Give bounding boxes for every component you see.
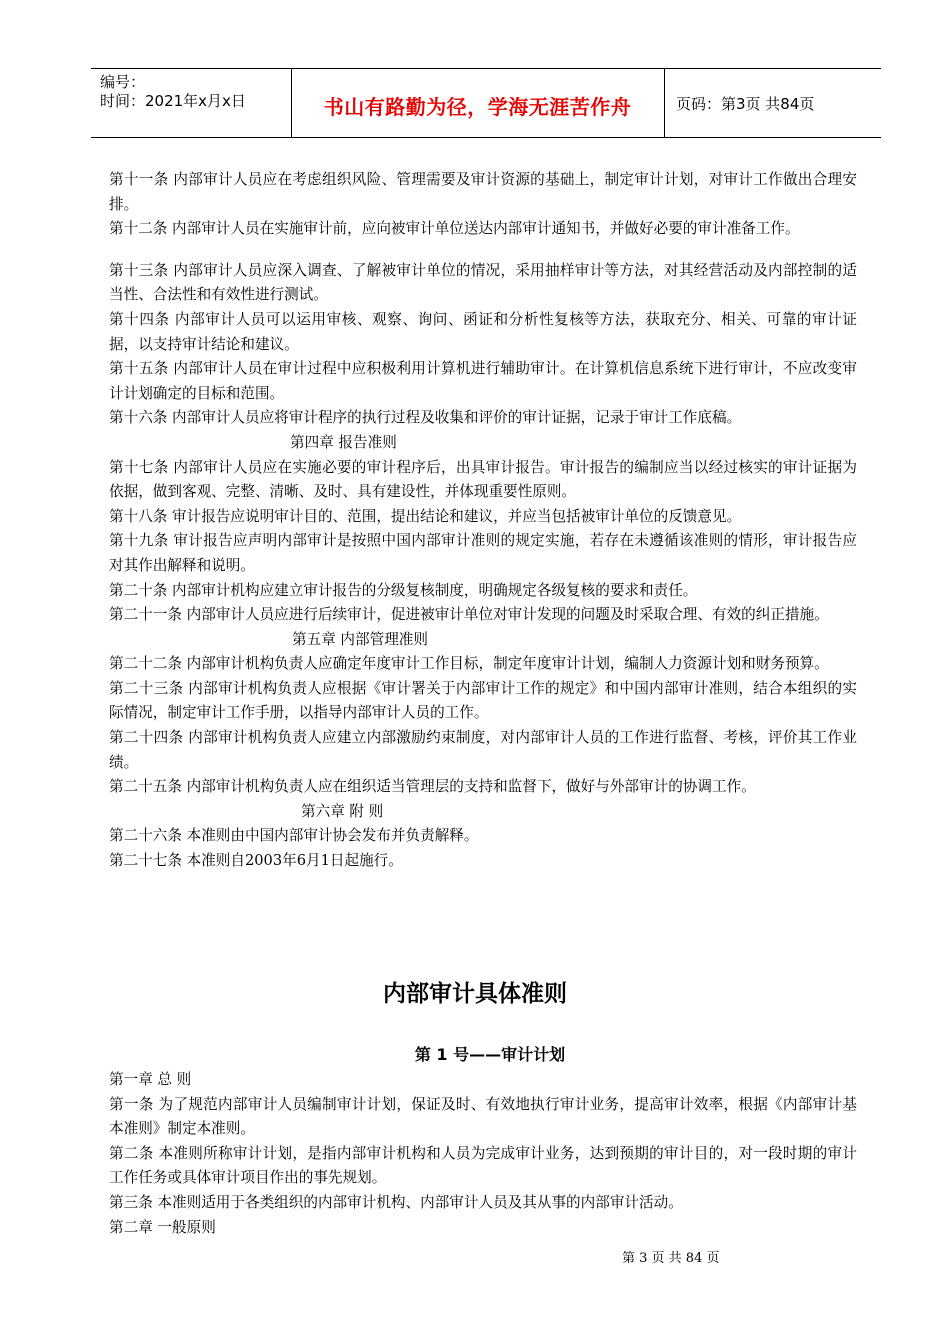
chapter-heading: 第四章 报告准则	[290, 433, 397, 451]
page-header	[91, 68, 881, 138]
document-number-label: 编号：	[100, 73, 146, 91]
article-paragraph: 第十五条 内部审计人员在审计过程中应积极利用计算机进行辅助审计。在计算机信息系统下进行审计，不应改变审计计划确定的目标和范围。	[109, 360, 857, 402]
article-paragraph: 第十七条 内部审计人员应在实施必要的审计程序后，出具审计报告。审计报告的编制应当以经过核实的审计证据为依据，做到客观、完整、清晰、及时、具有建设性，并体现重要性原则。	[109, 458, 857, 501]
header-meta	[91, 69, 291, 137]
page-footer: 第 3 页 共 84 页	[622, 1251, 720, 1266]
article-paragraph: 第二十四条 内部审计机构负责人应建立内部激励约束制度，对内部审计人员的工作进行监督、考核，评价其工作业绩。	[109, 729, 857, 771]
article-paragraph: 第二十二条 内部审计机构负责人应确定年度审计工作目标，制定年度审计计划，编制人力资源计划和财务预算。	[109, 655, 829, 673]
section-title: 内部审计具体准则	[383, 981, 567, 1007]
article-paragraph: 第十九条 审计报告应声明内部审计是按照中国内部审计准则的规定实施，若存在未遵循该准则的情形，审计报告应对其作出解释和说明。	[109, 532, 857, 574]
article-paragraph: 第十六条 内部审计人员应将审计程序的执行过程及收集和评价的审计证据，记录于审计工作底稿。	[109, 409, 742, 427]
chapter-heading: 第六章 附 则	[301, 802, 384, 820]
section-subtitle: 第 1 号——审计计划	[414, 1045, 566, 1064]
article-paragraph: 第三条 本准则适用于各类组织的内部审计机构、内部审计人员及其从事的内部审计活动。	[109, 1193, 683, 1211]
article-paragraph: 第二十条 内部审计机构应建立审计报告的分级复核制度，明确规定各级复核的要求和责任。	[109, 581, 698, 599]
article-paragraph: 第二十七条 本准则自2003年6月1日起施行。	[109, 852, 403, 870]
article-paragraph: 第二十六条 本准则由中国内部审计协会发布并负责解释。	[109, 827, 479, 845]
document-body-continued	[109, 1068, 857, 1240]
article-paragraph: 第二十三条 内部审计机构负责人应根据《审计署关于内部审计工作的规定》和中国内部审计准则，结合本组织的实际情况，制定审计工作手册，以指导内部审计人员的工作。	[109, 679, 857, 722]
article-paragraph: 第十二条 内部审计人员在实施审计前，应向被审计单位送达内部审计通知书，并做好必要的审计准备工作。	[109, 220, 800, 238]
header-motto: 书山有路勤为径，学海无涯苦作舟	[323, 95, 632, 119]
article-paragraph: 第二十五条 内部审计机构负责人应在组织适当管理层的支持和监督下，做好与外部审计的协调工作。	[109, 778, 756, 796]
article-paragraph: 第十八条 审计报告应说明审计目的、范围，提出结论和建议，并应当包括被审计单位的反馈意见。	[109, 507, 742, 525]
chapter-heading: 第二章 一般原则	[109, 1218, 216, 1236]
chapter-heading: 第一章 总 则	[109, 1071, 192, 1088]
paragraph-gap	[109, 242, 857, 259]
header-divider	[664, 69, 665, 137]
chapter-heading: 第五章 内部管理准则	[292, 630, 428, 648]
document-time-label: 时间：2021年x月x日	[100, 92, 246, 110]
article-paragraph: 第十一条 内部审计人员应在考虑组织风险、管理需要及审计资源的基础上，制定审计计划，对审计工作做出合理安排。	[109, 171, 857, 213]
article-paragraph: 第二十一条 内部审计人员应进行后续审计，促进被审计单位对审计发现的问题及时采取合理、有效的纠正措施。	[109, 606, 829, 624]
article-paragraph: 第十四条 内部审计人员可以运用审核、观察、询问、函证和分析性复核等方法，获取充分、相关、可靠的审计证据，以支持审计结论和建议。	[109, 310, 857, 353]
article-paragraph: 第一条 为了规范内部审计人员编制审计计划，保证及时、有效地执行审计业务，提高审计效率，根据《内部审计基本准则》制定本准则。	[109, 1095, 857, 1138]
article-paragraph: 第二条 本准则所称审计计划，是指内部审计机构和人员为完成审计业务，达到预期的审计目的，对一段时期的审计工作任务或具体审计项目作出的事先规划。	[109, 1144, 857, 1187]
document-body	[109, 168, 857, 874]
article-paragraph: 第十三条 内部审计人员应深入调查、了解被审计单位的情况，采用抽样审计等方法，对其经营活动及内部控制的适当性、合法性和有效性进行测试。	[109, 261, 857, 304]
header-page-number: 页码：第3页 共84页	[676, 95, 815, 113]
